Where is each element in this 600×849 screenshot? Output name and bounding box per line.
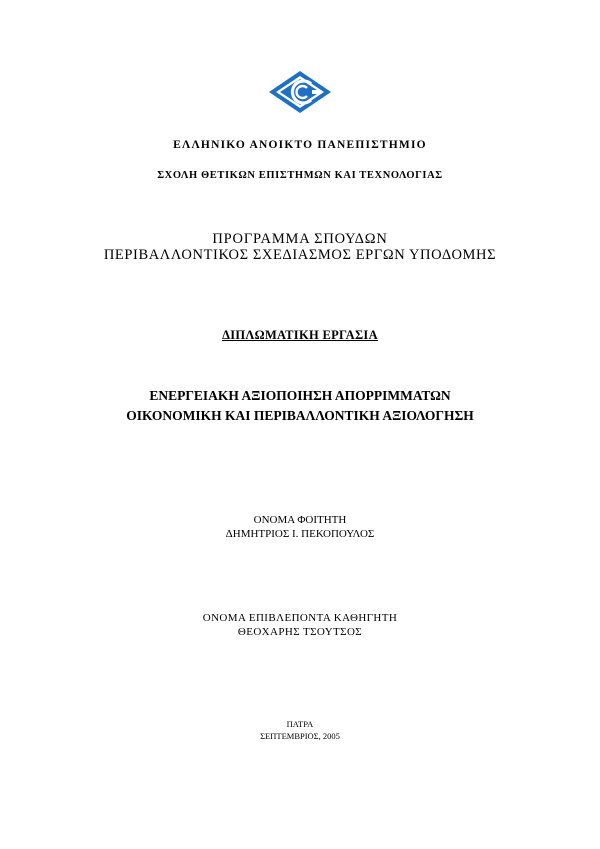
student-label: ΟΝΟΜΑ ΦΟΙΤΗΤΗ: [253, 514, 347, 526]
school-name: ΣΧΟΛΗ ΘΕΤΙΚΩΝ ΕΠΙΣΤΗΜΩΝ ΚΑΙ ΤΕΧΝΟΛΟΓΙΑΣ: [157, 170, 443, 181]
city: ΠΑΤΡΑ: [286, 719, 314, 729]
supervisor-name: ΘΕΟΧΑΡΗΣ ΤΣΟΥΤΣΟΣ: [237, 626, 363, 638]
university-logo-icon: [268, 70, 332, 114]
program-heading: ΠΡΟΓΡΑΜΜΑ ΣΠΟΥΔΩΝ: [212, 231, 388, 247]
document-type: ΔΙΠΛΩΜΑΤΙΚΗ ΕΡΓΑΣΙΑ: [222, 328, 378, 342]
student-name: ΔΗΜΗΤΡΙΟΣ Ι. ΠΕΚΟΠΟΥΛΟΣ: [225, 528, 375, 540]
program-name: ΠΕΡΙΒΑΛΛΟΝΤΙΚΟΣ ΣΧΕΔΙΑΣΜΟΣ ΕΡΓΩΝ ΥΠΟΔΟΜΗΣ: [103, 247, 497, 263]
supervisor-label: ΟΝΟΜΑ ΕΠΙΒΛΕΠΟΝΤΑ ΚΑΘΗΓΗΤΗ: [202, 612, 398, 624]
thesis-title-line-1: ΕΝΕΡΓΕΙΑΚΗ ΑΞΙΟΠΟΙΗΣΗ ΑΠΟΡΡΙΜΜΑΤΩΝ: [149, 388, 451, 403]
thesis-title-line-2: ΟΙΚΟΝΟΜΙΚΗ ΚΑΙ ΠΕΡΙΒΑΛΛΟΝΤΙΚΗ ΑΞΙΟΛΟΓΗΣΗ: [126, 408, 474, 423]
university-name: ΕΛΛΗΝΙΚΟ ΑΝΟΙΚΤΟ ΠΑΝΕΠΙΣΤΗΜΙΟ: [173, 139, 427, 151]
date: ΣΕΠΤΕΜΒΡΙΟΣ, 2005: [260, 731, 340, 741]
